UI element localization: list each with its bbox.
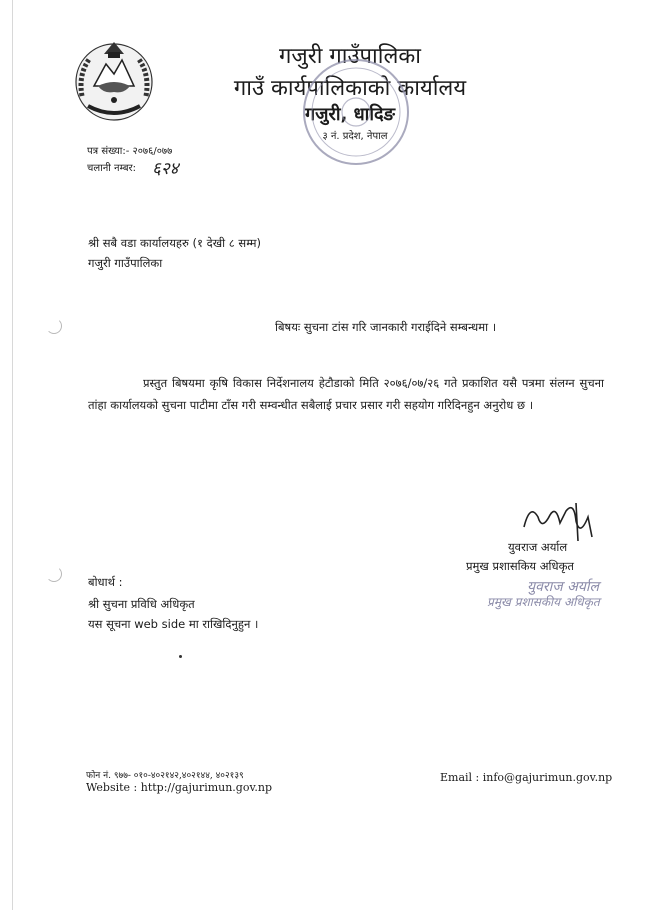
letter-number: पत्र संख्या:- २०७६/०७७ xyxy=(87,146,173,157)
letter-body xyxy=(88,372,604,416)
signatory-title: प्रमुख प्रशासकिय अधिकृत xyxy=(466,559,574,573)
addressee-line: श्री सबै वडा कार्यालयहरु (१ देखी ८ सम्म) xyxy=(88,236,261,250)
nepal-emblem-icon xyxy=(68,34,160,126)
page-edge xyxy=(12,0,13,910)
punch-hole xyxy=(46,318,62,334)
seal-name: युवराज अर्याल xyxy=(527,579,600,595)
ink-dot xyxy=(179,655,182,658)
footer-phone: फोन नं. ९७७- ०१०-४०२१४२,४०२१४४, ४०२१३९ xyxy=(86,771,244,781)
punch-hole xyxy=(46,566,62,582)
cc-label: बोधार्थ : xyxy=(88,575,123,589)
footer-email: Email : info@gajurimun.gov.np xyxy=(440,771,613,784)
letterhead-location: गजुरी, धादिङ xyxy=(304,104,396,125)
letterhead-office: गाउँ कार्यपालिकाको कार्यालय xyxy=(233,76,467,101)
addressee-line: गजुरी गाउँपालिका xyxy=(88,256,163,270)
subject-line: बिषयः सुचना टांस गरि जानकारी गराईदिने सम्बन्धमा । xyxy=(275,320,497,334)
cc-line: यस सूचना web side मा राखिदिनुहुन । xyxy=(88,617,259,631)
footer-website: Website : http://gajurimun.gov.np xyxy=(86,781,273,794)
letterhead-province: ३ नं. प्रदेश, नेपाल xyxy=(322,131,388,142)
seal-title: प्रमुख प्रशासकीय अधिकृत xyxy=(487,595,600,609)
cc-line: श्री सुचना प्रविधि अधिकृत xyxy=(88,597,195,611)
letterhead-municipality: गजुरी गाउँपालिका xyxy=(279,44,421,69)
dispatch-label: चलानी नम्बर: xyxy=(87,163,137,174)
office-stamp-icon xyxy=(296,52,416,172)
dispatch-number: ६२४ xyxy=(152,159,179,179)
letter-body-text: प्रस्तुत बिषयमा कृषि विकास निर्देशनालय हेटौडाको मिति २०७६/०७/२६ गते प्रकाशित यसै पत्रमा संलग्न सुचना तांहा कार्यालयको सुचना पाटीमा टाँस गरी सम्वन्धीत सबैलाई प्रचार प्रसार गरी सहयोग गरिदिनहुन अनुरोध छ । xyxy=(88,376,604,412)
signatory-name: युवराज अर्याल xyxy=(508,540,568,554)
